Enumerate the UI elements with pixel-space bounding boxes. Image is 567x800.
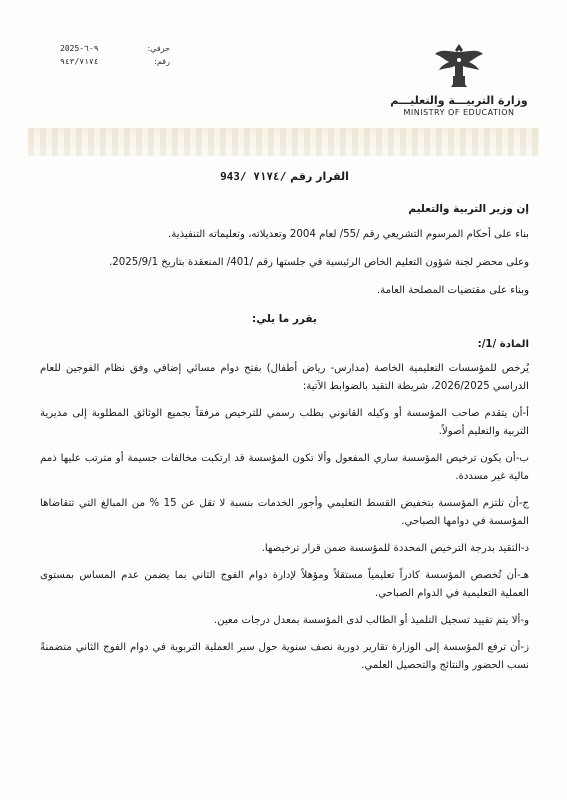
article-text: يُرخص للمؤسسات التعليمية الخاصة (مدارس- رياض أطفال) بفتح دوام مسائي إضافي وفق نظام الفوجين للعام الدراسي 2026/2025، شريطة التقيد بالضوابط الآتية: [40,363,529,392]
ministry-name-arabic: وزارة التربيـــة والتعليـــم [390,94,528,107]
decision-title [40,168,529,186]
reference-block [60,42,170,68]
clause-a: أ-أن يتقدم صاحب المؤسسة أو وكيله القانوني بطلب رسمي للترخيص مرفقاً بجميع الوثائق المطلوبة إلى مديرية التربية والتعليم أصولاً. [40,408,529,437]
date-value: 2025-٩-٦ [60,44,99,53]
number-value: ٩٤٣/٧١٧٤ [60,57,99,66]
clause-g: ز-أن ترفع المؤسسة إلى الوزارة تقارير دورية نصف سنوية حول سير العملية التربوية في دوام الفوج الثاني متضمنةً نسب الحضور والنتائج والتحصيل العلمي. [40,642,529,671]
decision-body [40,168,529,684]
clause-c: ج-أن تلتزم المؤسسة بتخفيض القسط التعليمي وأجور الخدمات بنسبة لا تقل عن 15 % من المبالغ التي تتقاضاها المؤسسة في دوامها الصباحي. [40,498,529,527]
ministry-name-english: MINISTRY OF EDUCATION [403,108,515,117]
clause-b: ب-أن يكون ترخيص المؤسسة ساري المفعول وألا تكون المؤسسة قد ارتكبت مخالفات جسيمة أو مترتب عليها ذمم مالية غير مسددة. [40,453,529,482]
preamble-paragraph-3: وبناء على مقتضيات المصلحة العامة. [376,285,529,296]
date-label: حرفي: [147,44,170,53]
decides-heading: يقرر ما يلي: [252,313,317,325]
minister-heading: إن وزير التربية والتعليم [408,203,529,215]
clause-f: و-ألا يتم تقييد تسجيل التلميذ أو الطالب لدى المؤسسة بمعدل درجات معين. [213,615,529,626]
decorative-pattern-band [28,128,539,156]
number-label: رقم: [154,57,170,66]
preamble-paragraph-2: وعلى محضر لجنة شؤون التعليم الخاص الرئيسية في جلستها رقم /401/ المنعقدة بتاريخ 2025/9/1. [109,257,529,268]
clause-d: د-التقيد بدرجة الترخيص المحددة للمؤسسة ضمن قرار ترخيصها. [261,543,529,554]
preamble-paragraph-1: بناء على أحكام المرسوم التشريعي رقم /55/ لعام 2004 وتعديلاته، وتعليماته التنفيذية. [168,229,529,240]
date-row [60,42,170,55]
decision-title-prefix: القرار رقم [290,170,349,183]
decision-number: 943/ ٧١٧٤/ [220,170,287,183]
ministry-logo-block [389,40,529,117]
eagle-emblem-icon [433,40,485,88]
number-row [60,55,170,68]
article-heading: المادة /1/: [477,339,529,350]
clause-e: هـ-أن تُخصص المؤسسة كادراً تعليمياً مستقلاً ومؤهلاً لإدارة دوام الفوج الثاني بما يضمن عدم المساس بمستوى العملية التعليمية في الدوام الصباحي. [40,570,529,599]
